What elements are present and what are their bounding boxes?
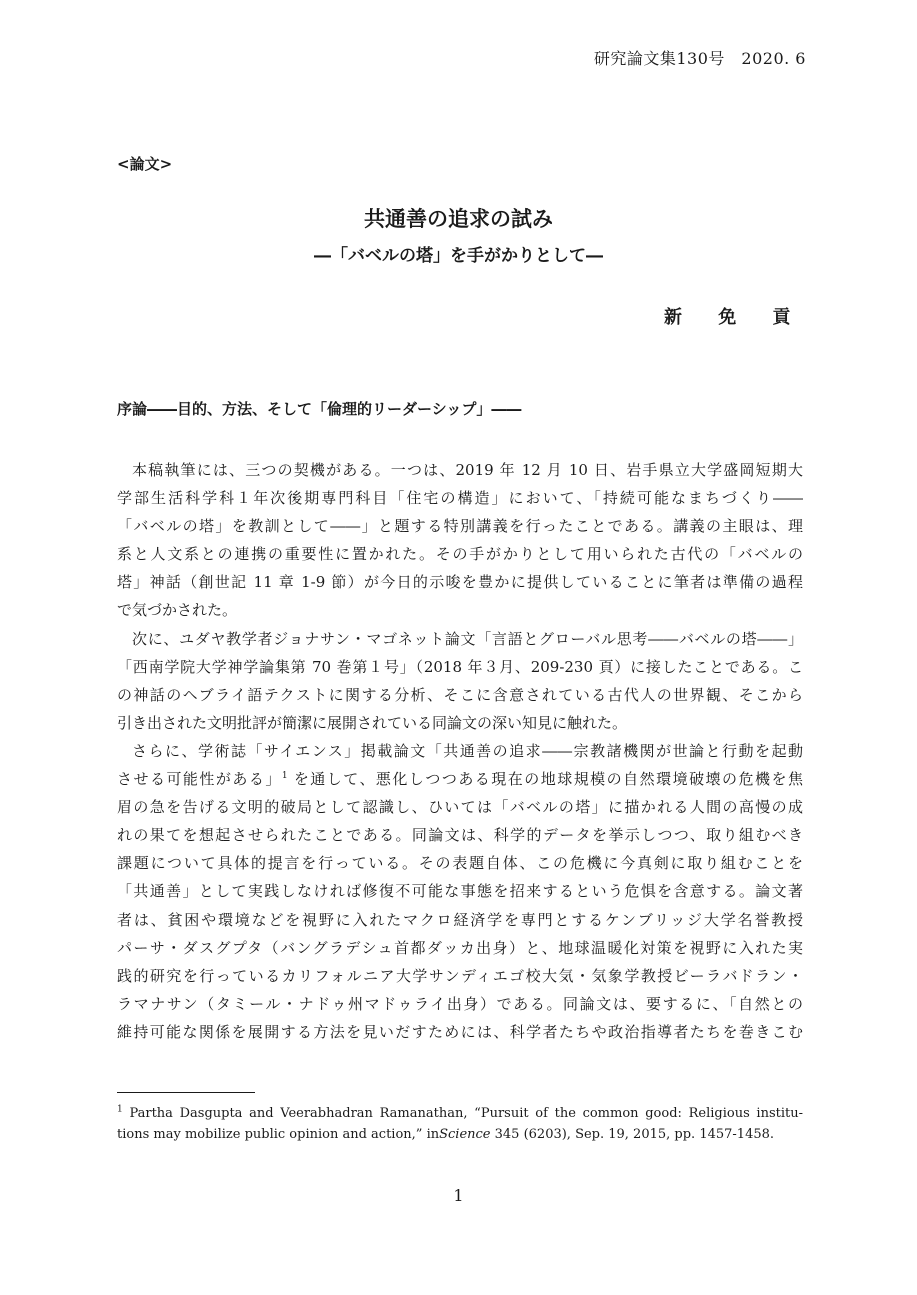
body-line-with-footnote: [117, 765, 803, 793]
footnote-line: [117, 1124, 803, 1145]
body-line: 次に、ユダヤ教学者ジョナサン・マゴネット論文「言語とグローバル思考――バベルの塔――」: [132, 629, 803, 648]
paper-subtitle: ―「バベルの塔」を手がかりとして―: [314, 246, 603, 266]
body-text: [117, 456, 803, 1046]
journal-name: Science: [439, 1127, 491, 1142]
footnote-marker: 1: [281, 771, 288, 782]
body-line: 「共通善」として実践しなければ修復不可能な事態を招来するという危惧を含意する。論文著: [117, 882, 803, 901]
footnote-text: tions may mobilize public opinion and action,” in: [117, 1127, 440, 1142]
footnote-text: Partha Dasgupta and Veerabhadran Ramanathan, “Pursuit of the common good: Religious institu-: [129, 1106, 803, 1121]
body-line: 践的研究を行っているカリフォルニア大学サンディエゴ校大気・気象学教授ビーラバドラン・: [117, 966, 803, 985]
body-line-part: を通して、悪化しつつある現在の地球規模の自然環境破壊の危機を焦: [293, 770, 803, 789]
body-line: 引き出された文明批評が簡潔に展開されている同論文の深い知見に触れた。: [117, 713, 628, 732]
author-name: 新 免 貢: [664, 307, 791, 328]
body-line: 本稿執筆には、三つの契機がある。一つは、2019 年 12 月 10 日、岩手県立大学盛岡短期大: [132, 461, 803, 479]
body-line: ラマナサン（タミール・ナドゥ州マドゥライ出身）である。同論文は、要するに、「自然との: [117, 994, 803, 1013]
body-line: で気づかされた。: [117, 601, 238, 620]
body-line: 「バベルの塔」を教訓として――」と題する特別講義を行ったことである。講義の主眼は、理: [117, 517, 803, 536]
footnote-number: 1: [117, 1104, 123, 1115]
body-line-part: させる可能性がある」: [117, 770, 282, 789]
page-number: 1: [453, 1186, 464, 1205]
footnote-text: 345 (6203), Sep. 19, 2015, pp. 1457-1458.: [490, 1127, 775, 1142]
body-line: れの果てを想起させられたことである。同論文は、科学的データを挙示しつつ、取り組むべき: [117, 826, 803, 845]
body-line: 者は、貧困や環境などを視野に入れたマクロ経済学を専門とするケンブリッジ大学名誉教授: [117, 910, 803, 929]
body-line: 系と人文系との連携の重要性に置かれた。その手がかりとして用いられた古代の「バベルの: [117, 545, 803, 564]
footnote-line: [117, 1103, 803, 1124]
footnote: [117, 1103, 803, 1145]
body-line: パーサ・ダスグプタ（バングラデシュ首都ダッカ出身）と、地球温暖化対策を視野に入れた実: [117, 938, 803, 957]
body-line: 課題について具体的提言を行っている。その表題自体、この危機に今真剣に取り組むことを: [117, 854, 803, 873]
body-line: さらに、学術誌「サイエンス」掲載論文「共通善の追求――宗教諸機関が世論と行動を起動: [132, 741, 803, 760]
footnote-divider: [117, 1092, 255, 1093]
body-line: の神話のヘブライ語テクストに関する分析、そこに含意されている古代人の世界観、そこから: [117, 685, 803, 704]
body-line: 塔」神話（創世記 11 章 1-9 節）が今日的示唆を豊かに提供していることに筆者は準備の過程: [117, 573, 803, 592]
body-line: 眉の急を告げる文明的破局として認識し、ひいては「バベルの塔」に描かれる人間の高慢の成: [117, 798, 803, 817]
article-type-label: <論文>: [117, 155, 173, 173]
journal-header: 研究論文集130号 2020. 6: [593, 49, 806, 68]
paper-title: 共通善の追求の試み: [364, 207, 553, 231]
body-line: 学部生活科学科１年次後期専門科目「住宅の構造」において、「持続可能なまちづくり――: [117, 489, 803, 508]
body-line: 維持可能な関係を展開する方法を見いだすためには、科学者たちや政治指導者たちを巻きこむ: [117, 1022, 803, 1041]
section-heading: 序論――目的、方法、そして「倫理的リーダーシップ」――: [117, 400, 522, 418]
body-line: 「西南学院大学神学論集第 70 巻第１号」（2018 年３月、209-230 頁）に接したことである。こ: [117, 657, 803, 676]
